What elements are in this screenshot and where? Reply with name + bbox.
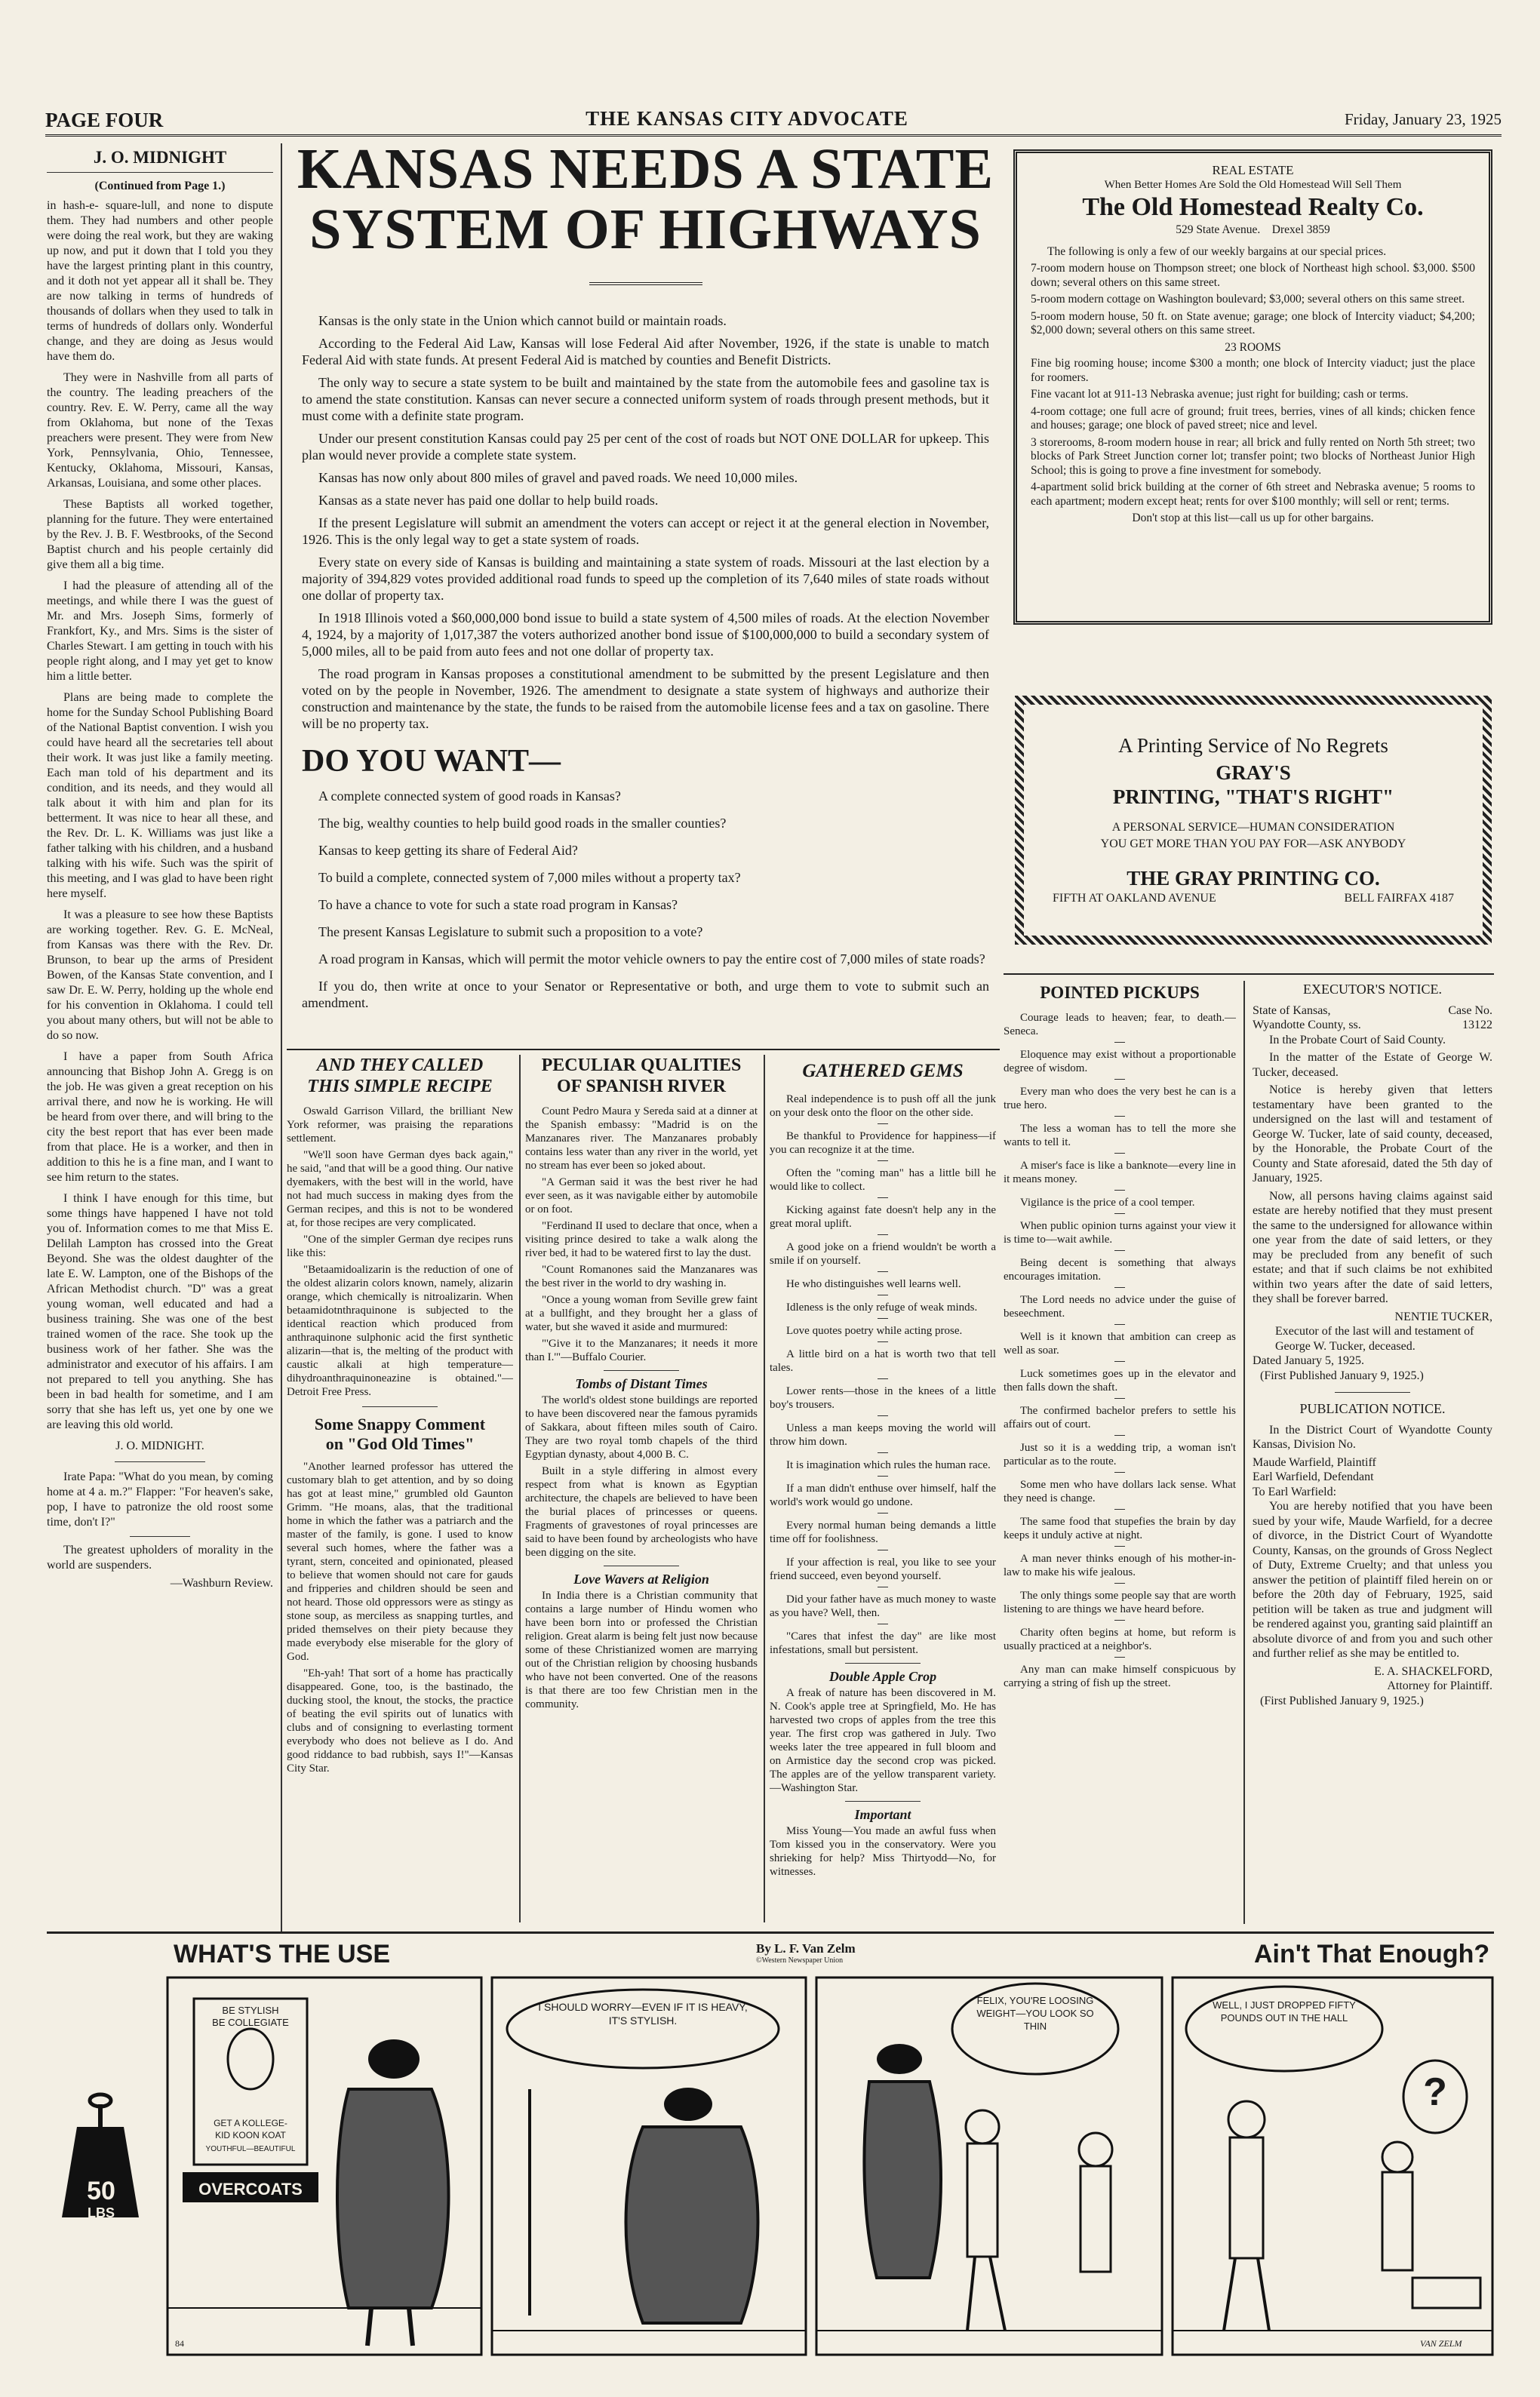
printing-ad [1015,696,1492,945]
love-para-1: In India there is a Christian community that contains a large number of Hindu women who have been born into or professed the Christian religion. Great alarm is being felt just now because some of these Christianized women are marrying out of the Christian religion by choosing husbands who have not been converted. One of the reasons is that there are too few Christian men in the community. [525,1590,758,1710]
middle-section-rule [287,1049,1000,1050]
publication-title: PUBLICATION NOTICE. [1299,1401,1446,1416]
comic-art [47,1976,1494,2359]
executor-title: EXECUTOR'S NOTICE. [1303,982,1442,997]
item-separator [1114,1361,1125,1362]
question-7: A road program in Kansas, which will permit the motor vehicle owners to pay the entire cost of 7,000 miles of state roads? [318,951,985,966]
gems-column [770,1055,996,1926]
listing-1: 7-room modern house on Thompson street; one block of Northeast high school. $3,000. $500 down; several others on this same street. [1031,262,1475,289]
midnight-para-2: They were in Nashville from all parts of the country. The leading preachers of the country. Rev. E. W. Perry, came all the way from Oklahoma, but none of the Texas preachers were present. They were from New York, Pennsylvania, Ohio, Tennessee, Kentucky, Oklahoma, Missouri, Kansas, Arkansas, Louisiana, and some other places. [47,371,273,490]
midnight-para-1: in hash-e- square-lull, and none to dispute them. They had numbers and other people were doing the real work, but they are waking up now, and put it down that I told you they have the largest printing plant in this country, and it doth not yet appear all it shall be. They are now talking in terms of hundreds of thousands of dollars when they used to talk in terms of hundreds of dollars only. Wonderful change, and they are doing as Jesus would have them do. [47,199,273,363]
weight-number: 50 [87,2177,115,2205]
poster-line-3: GET A KOLLEGE- [214,2118,287,2128]
executor-case-number: 13122 [1462,1019,1492,1031]
column-divider [1243,981,1245,1924]
snappy-title-2: on "God Old Times" [325,1434,475,1453]
divider [845,1663,921,1664]
executor-state: State of Kansas, [1253,1003,1331,1017]
pickup-item: The confirmed bachelor prefers to settle his affairs out of court. [1004,1405,1236,1431]
pickup-item: Vigilance is the price of a cool temper. [1020,1197,1195,1209]
weight-unit: LBS [88,2205,115,2220]
pickups-list [1004,1011,1236,1690]
gem-item: If a man didn't enthuse over himself, half the world's work would go undone. [770,1483,996,1508]
joke-suspenders: The greatest upholders of morality in the world are suspenders. [47,1544,273,1572]
highways-para-4: Under our present constitution Kansas could pay 25 per cent of the cost of roads but NOT ONE DOLLAR for upkeep. This plan would never provide a complete state system. [302,431,989,462]
item-separator [1114,1546,1125,1547]
midnight-signature: J. O. MIDNIGHT. [115,1440,204,1452]
item-separator [878,1197,888,1198]
recipe-para-3: "One of the simpler German dye recipes runs like this: [287,1234,513,1259]
panel-1-art [168,1999,481,2346]
item-separator [1114,1583,1125,1584]
spanish-para-4: "Count Romanones said the Manzanares was the best river in the world to dry washing in. [525,1264,758,1289]
tombs-para-2: Built in a style differing in almost every respect from what is known as Egyptian architecture, the chapels are believed to have been the burial places of princesses or queens. Fragments of gravestones of royal princesses are said to have been found by archeologists who have been digging on the site. [525,1465,758,1559]
question-4: To build a complete, connected system of 7,000 miles without a property tax? [318,870,741,885]
question-1: A complete connected system of good roads in Kansas? [318,788,621,804]
midnight-para-8: I think I have enough for this time, but some things have happened I have not told you of. Information comes to me that Miss E. Delilah Lampton has crossed into the Great Beyond. She was the oldest daughter of the late E. W. Lampton, one of the Bishops of the African Methodist church. "D" was a great young woman, well educated and had a business training. She was one of the best trained women of the race. She took up the business work of her father. She was the administrator and executor of his affairs. I am not prepared to tell you anything. She has been in bad health for sometime, and I am sorry that she has left us, yet one by one we are leaving this old world. [47,1192,273,1431]
right-section-rule [1004,973,1494,975]
spanish-para-5: "Once a young woman from Seville grew faint at a bullfight, and they brought her a glass of water, but she waved it aside and murmured: [525,1294,758,1333]
realestate-intro: The following is only a few of our weekly bargains at our special prices. [1047,244,1387,258]
item-separator [1114,1116,1125,1117]
important-para: Miss Young—You made an awful fuss when Tom kissed you in the conservatory. Were you shrieking for help? Miss Thirtyodd—No, for witnesses. [770,1825,996,1878]
item-separator [1114,1250,1125,1251]
listing-5: Fine vacant lot at 911-13 Nebraska avenue; just right for building; cash or terms. [1031,388,1409,401]
pickup-item: The same food that stupefies the brain by day keeps it unduly active at night. [1004,1516,1236,1541]
executor-matter: In the matter of the Estate of George W. Tucker, deceased. [1253,1051,1492,1079]
item-separator [1114,1509,1125,1510]
highways-para-5: Kansas has now only about 800 miles of gravel and paved roads. We need 10,000 miles. [318,470,798,485]
printing-phone: BELL FAIRFAX 4187 [1344,892,1454,905]
publication-signer-role: Attorney for Plaintiff. [1387,1679,1492,1692]
poster-line-4: KID KOON KOAT [215,2130,286,2140]
recipe-title-2: THIS SIMPLE RECIPE [307,1077,493,1096]
pickup-item: The less a woman has to tell the more she wants to tell it. [1004,1123,1236,1148]
gems-title: GATHERED GEMS [802,1061,964,1081]
important-title: Important [854,1807,911,1822]
gem-item: If your affection is real, you like to see your friend succeed, even beyond yourself. [770,1557,996,1582]
highways-headline-1: KANSAS NEEDS A STATE [297,137,994,201]
comic-byline: By L. F. Van Zelm [756,1941,856,1956]
executor-state-row [1253,1003,1492,1019]
pickup-item: Just so it is a wedding trip, a woman isn't particular as to the route. [1004,1442,1236,1467]
executor-case-label: Case No. [1448,1003,1492,1017]
executor-county-row [1253,1018,1492,1033]
printing-line-5: YOU GET MORE THAN YOU PAY FOR—ASK ANYBODY [1100,837,1406,850]
balloon-panel-2: I SHOULD WORRY—EVEN IF IT IS HEAVY, IT'S STYLISH. [538,2001,748,2027]
pickup-item: Courage leads to heaven; fear, to death.—Seneca. [1004,1012,1236,1037]
item-separator [878,1452,888,1453]
item-separator [878,1318,888,1319]
executor-body-2: Now, all persons having claims against said estate are hereby notified that they must present the same to the undersigned for allowance within one year from the date of said letters, or they may be precluded from any benefit of such estate; and that if such claims be not exhibited within two years after the date of said letters, they shall be forever barred. [1253,1189,1492,1305]
item-separator [1114,1657,1125,1658]
gem-item: Kicking against fate doesn't help any in the great moral uplift. [770,1204,996,1230]
midnight-para-4: I had the pleasure of attending all of the meetings, and while there I was the guest of Mr. and Mrs. Joseph Sims, formerly of Frankfort, Ky., and Mrs. Sims is the sister of Charles Stewart. I am getting in touch with his people right along, and I may yet get to know him a little better. [47,579,273,683]
publication-court: In the District Court of Wyandotte County Kansas, Division No. [1253,1423,1492,1451]
publication-defendant: Earl Warfield, Defendant [1253,1470,1374,1483]
column-divider [519,1055,521,1922]
gem-item: Unless a man keeps moving the world will throw him down. [770,1422,996,1448]
crop-title: Double Apple Crop [828,1669,937,1684]
poster-line-2: BE COLLEGIATE [212,2017,289,2028]
gem-item: He who distinguishes well learns well. [786,1278,961,1290]
tombs-para-1: The world's oldest stone buildings are reported to have been discovered near the famous pyramids of Sakkara, about fifteen miles south of Cairo. They are two royal tomb chapels of the third Egyptian dynasty, about 4,000 B. C. [525,1394,758,1461]
printing-contact [1036,892,1471,905]
pickup-item: Some men who have dollars lack sense. What they need is change. [1004,1479,1236,1504]
divider [604,1370,679,1371]
poster-line-1: BE STYLISH [222,2005,279,2016]
item-separator [1114,1079,1125,1080]
realestate-subhead: 23 ROOMS [1225,340,1281,354]
recipe-para-1: Oswald Garrison Villard, the brilliant New York reformer, was praising the reparations settlement. [287,1105,513,1145]
snappy-title-1: Some Snappy Comment [314,1415,486,1434]
gem-item: Idleness is the only refuge of weak minds. [786,1301,978,1314]
item-separator [1114,1324,1125,1325]
printing-address: FIFTH AT OAKLAND AVENUE [1053,892,1216,905]
item-separator [1114,1153,1125,1154]
publication-signer: E. A. SHACKELFORD, [1374,1664,1492,1678]
joke-flapper: Irate Papa: "What do you mean, by coming home at 4 a. m.?" Flapper: "For heaven's sake, pop, I have to patronize the old roost some time, don't I?" [47,1470,273,1529]
spanish-title-2: OF SPANISH RIVER [556,1077,727,1096]
do-you-want-heading: DO YOU WANT— [302,744,561,779]
gem-item: It is imagination which rules the human race. [786,1459,991,1471]
comic-syndicate: ©Western Newspaper Union [756,1956,844,1965]
item-separator [1114,1190,1125,1191]
midnight-para-7: I have a paper from South Africa announcing that Bishop John A. Gregg is on the job. He was given a great reception on his arrival there, and now he is working. He will be heard from over there, and will bring to the city the best report that has ever been made from that place. He is a worker, and then in addition to this he is a fine man, and I want to see him return to the states. [47,1050,273,1184]
highways-para-3: The only way to secure a state system to be built and maintained by the state from the automobile fees and gasoline tax is to amend the state constitution. Kansas can never secure a connected uniform system of roads through present methods, but it must come with a definite state program. [302,375,989,423]
panel-4-art [1173,1987,1492,2331]
recipe-para-2: "We'll soon have German dyes back again," he said, "and that will be a good thing. Our native dyemakers, with the best will in the world, have not had much success in making dyes from the German recipes, and this is not to be wondered at, for those recipes are very complicated. [287,1149,513,1229]
highways-article [293,136,998,1041]
midnight-para-6: It was a pleasure to see how these Baptists are working together. Rev. G. E. McNeal, from Kansas was there with the Rev. Dr. Brunson, to bear up the arms of President Bowen, of the Kansas State convention, and I saw Dr. E. W. Perry, holding up the whole end for his convention in Oklahoma. I could tell you about many others, but will not be able to do so now. [47,908,273,1042]
question-mark: ? [1423,2070,1447,2114]
highways-para-9: In 1918 Illinois voted a $60,000,000 bond issue to build a state system of 4,500 miles of roads. At the election November 4, 1924, by a majority of 1,017,387 the voters authorized another bond issue of $100,000,000 to build a secondary system of 5,000 miles, all to be paid from auto fees and not one dollar of property tax. [302,610,989,659]
realestate-footer: Don't stop at this list—call us up for other bargains. [1132,512,1374,524]
column-divider [764,1055,765,1922]
printing-line-2: GRAY'S [1216,761,1291,784]
listing-4: Fine big rooming house; income $300 a month; one block of Intercity viaduct; just the place for roomers. [1031,357,1475,384]
spanish-title-1: PECULIAR QUALITIES [541,1056,742,1075]
highways-body [293,312,998,1011]
issue-date: Friday, January 23, 1925 [1344,110,1502,128]
item-separator [1114,1398,1125,1399]
item-separator [878,1415,888,1416]
pickup-item: Eloquence may exist without a proportionable degree of wisdom. [1004,1049,1236,1074]
balloon-panel-4: WELL, I JUST DROPPED FIFTY POUNDS OUT IN THE HALL [1213,1999,1356,2024]
paper-title: THE KANSAS CITY ADVOCATE [586,107,908,130]
gem-item: Be thankful to Providence for happiness—if you can recognize it at the time. [770,1130,996,1156]
item-separator [878,1378,888,1379]
highways-para-6: Kansas as a state never has paid one dollar to help build roads. [318,493,659,508]
overcoats-sign: OVERCOATS [198,2180,303,2199]
divider [362,1406,438,1407]
panel-3-art [816,1984,1162,2331]
question-6: The present Kansas Legislature to submit such a proposition to a vote? [318,924,703,939]
gems-list [770,1092,996,1657]
question-5: To have a chance to vote for such a state road program in Kansas? [318,897,678,912]
snappy-para-1: "Another learned professor has uttered the customary blah to get attention, and by so doing has got at least mine," grumbled old Gaunton Grimm. "He moans, alas, that the traditional home in which the father was a patriarch and the master of the family, is gone. I used to know several such homes, where the father was a tyrant, stern, conceited and opinionated, pleased to believe that women should not care for gauds and fripperies and children should be seen and not heard. Those old oppressors were as stingy as stone soup, as merciless as snapping turtles, and prided themselves on their piety because they made everybody else miserable for the glory of God. [287,1461,513,1663]
pickup-item: The Lord needs no advice under the guise of beseechment. [1004,1294,1236,1320]
spanish-para-6: "'Give it to the Manzanares; it needs it more than I.'"—Buffalo Courier. [525,1338,758,1363]
recipe-para-4: "Betaamidoalizarin is the reduction of one of the oldest alizarin colors known, namely, alizarin orange, which chemically is nitroalizarin. When betaamidotnthraquinone is subjected to the identical reaction which produced from anthraquinone sulphonic acid the first synthetic alizarin—that is, the melting of the product with caustic alkali at high temperature—dihydroanthraquinoneazine is obtained."—Detroit Free Press. [287,1264,513,1398]
realestate-label: REAL ESTATE [1212,163,1294,177]
publication-body: You are hereby notified that you have been sued by your wife, Maude Warfield, for a decree of divorce, in the District Court of Wyandotte County, Kansas, on the grounds of Gross Neglect of Duty, Extreme Cruelty; and that unless you answer the petition of plaintiff filed herein on or before the 20th day of February, 1925, said petition will be taken as true and judgment will be rendered against you, granting said plaintiff an absolute divorce of and from you and such other and further relief as she may be entitled to. [1253,1500,1492,1660]
page-number: PAGE FOUR [45,109,164,131]
executor-county: Wyandotte County, ss. [1253,1019,1361,1031]
comic-title: WHAT'S THE USE [174,1940,391,1968]
printing-line-3: PRINTING, "THAT'S RIGHT" [1112,785,1394,808]
highways-para-2: According to the Federal Aid Law, Kansas will lose Federal Aid after November, 1926, if the state is unable to match Federal Aid with state funds. At present Federal Aid is matched by counties and Benefit Districts. [302,336,989,367]
printing-line-4: A PERSONAL SERVICE—HUMAN CONSIDERATION [1111,821,1395,834]
divider [115,1461,205,1462]
realestate-company: The Old Homestead Realty Co. [1082,193,1424,221]
pickup-item: Every man who does the very best he can is a true hero. [1004,1086,1236,1111]
joke-credit: —Washburn Review. [170,1577,273,1590]
panel-2-art [492,1990,806,2331]
listing-2: 5-room modern cottage on Washington boulevard; $3,000; several others on this same street. [1031,293,1465,306]
heading-rule [47,172,273,173]
gem-item: A little bird on a hat is worth two that tell tales. [770,1348,996,1374]
realestate-tagline: When Better Homes Are Sold the Old Homestead Will Sell Them [1104,178,1402,191]
comic-title-right: Ain't That Enough? [1254,1940,1490,1968]
panel-number: 84 [175,2338,184,2349]
column-divider [281,143,282,1931]
realestate-ad [1013,149,1492,625]
item-separator [878,1123,888,1124]
divider [845,1801,921,1802]
highways-para-10: The road program in Kansas proposes a constitutional amendment to be submitted by the present Legislature and then voted on by the people in November, 1926. The amendment to designate a state system of highways and authorize their construction and maintenance by the state, the funds to be raised from the automobile license fees and a tax on gasoline. There will be no property tax. [302,666,989,731]
item-separator [1114,1435,1125,1436]
item-separator [1114,1042,1125,1043]
listing-3: 5-room modern house, 50 ft. on State avenue; garage; one block of Intercity viaduct; $4,200; $2,000 down; several others on this same street. [1031,309,1475,337]
highways-closing: If you do, then write at once to your Senator or Representative or both, and urge them to vote to submit such an amendment. [302,979,989,1010]
midnight-para-5: Plans are being made to complete the home for the Sunday School Publishing Board of the National Baptist convention. I wish you could have heard all the secretaries tell about their work. It was just like a family meeting. Each man told of his department and its condition, and its needs, and they would all talk about it with him and plan for its betterment. It was nice to hear all these, and the Rev. Dr. L. K. Williams was just like a father talking with his children, and a husband talking with his wife. Such was the spirit of this meeting, and I was glad to have been right here myself. [47,691,273,900]
publication-published: (First Published January 9, 1925.) [1260,1694,1424,1707]
gem-item: Love quotes poetry while acting prose. [786,1325,963,1337]
headline-rule [589,282,702,285]
item-separator [1114,1287,1125,1288]
divider [130,1536,190,1537]
realestate-address: 529 State Avenue. Drexel 3859 [1176,223,1330,236]
item-separator [1114,1472,1125,1473]
legal-notices [1253,982,1492,1925]
recipe-column [287,1055,513,1926]
item-separator [1114,1213,1125,1214]
comic-strip [47,1931,1494,2362]
listing-7: 3 storerooms, 8-room modern house in rear; all brick and fully rented on North 5th street; two blocks of Park Street Junction corner lot; transfer point; two blocks of Northeast Junior High School; this is going to prove a fine investment for somebody. [1031,435,1475,477]
highways-para-7: If the present Legislature will submit an amendment the voters can accept or reject it at the general election in November, 1926. This is the only legal way to get a state system of roads. [302,515,989,547]
pickup-item: A man never thinks enough of his mother-in-law to make his wife jealous. [1004,1553,1236,1578]
highways-para-1: Kansas is the only state in the Union which cannot build or maintain roads. [318,313,727,328]
recipe-title-1: AND THEY CALLED [316,1056,484,1075]
executor-published: (First Published January 9, 1925.) [1260,1369,1424,1382]
pointed-pickups [1004,982,1236,1925]
pickups-title: POINTED PICKUPS [1040,983,1200,1002]
executor-signer-role: Executor of the last will and testament of George W. Tucker, deceased. [1275,1325,1474,1353]
gem-item: Every normal human being demands a little time off for foolishness. [770,1520,996,1545]
highways-headline-2: SYSTEM OF HIGHWAYS [309,198,982,261]
snappy-para-2: "Eh-yah! That sort of a home has practically disappeared. Gone, too, is the bastinado, the ducking stool, the knout, the stocks, the practice of beating the evil spirits out of lunatics with clubs and of consigning to everlasting torment everybody who does not believe as I do. And good riddance to bad rubbish, says I!"—Kansas City Star. [287,1667,513,1775]
gem-item: Often the "coming man" has a little bill he would like to collect. [770,1167,996,1193]
printing-company: THE GRAY PRINTING CO. [1127,867,1380,890]
highways-para-8: Every state on every side of Kansas is building and maintaining a state system of roads. Missouri at the last election by a majority of 394,829 votes provided additional road funds to speed up the completion of its 7,640 miles of state roads without one dollar of property tax. [302,555,989,603]
executor-court: In the Probate Court of Said County. [1269,1033,1446,1046]
tombs-title: Tombs of Distant Times [575,1376,708,1391]
pickup-item: Luck sometimes goes up in the elevator and then falls down the shaft. [1004,1368,1236,1394]
column-heading: J. O. MIDNIGHT [93,148,227,167]
listing-6: 4-room cottage; one full acre of ground; fruit trees, berries, vines of all kinds; chicken fence and houses; garage; one block of paved street; nice and level. [1031,404,1475,432]
pickup-item: Charity often begins at home, but reform is usually practiced at a neighbor's. [1004,1627,1236,1652]
executor-signer: NENTIE TUCKER, [1394,1310,1492,1323]
pickup-item: A miser's face is like a banknote—every line in it means money. [1004,1160,1236,1185]
printing-line-1: A Printing Service of No Regrets [1118,734,1388,757]
gem-item: A good joke on a friend wouldn't be worth a smile if on yourself. [770,1241,996,1267]
gem-item: Real independence is to push off all the junk on your desk onto the floor on the other side. [770,1093,996,1119]
item-separator [878,1476,888,1477]
spanish-para-3: "Ferdinand II used to declare that once, when a visiting prince desired to take a walk along the river bed, it had to be watered first to lay the dust. [525,1220,758,1259]
item-separator [878,1341,888,1342]
divider [1335,1392,1410,1393]
item-separator [878,1160,888,1161]
listing-8: 4-apartment solid brick building at the corner of 6th street and Nebraska avenue; 5 rooms to each apartment; modern except heat; rents for over $100 monthly; will sell or rent; terms. [1031,481,1475,508]
pickup-item: The only things some people say that are worth listening to are things we have heard before. [1004,1590,1236,1615]
item-separator [878,1234,888,1235]
continued-note: (Continued from Page 1.) [94,180,226,192]
balloon-panel-3: FELIX, YOU'RE LOOSING WEIGHT—YOU LOOK SO THIN [976,1995,1094,2032]
pickup-item: Being decent is something that always encourages imitation. [1004,1257,1236,1283]
gem-item: Did your father have as much money to waste as you have? Well, then. [770,1593,996,1619]
spanish-column [525,1055,758,1926]
publication-to: To Earl Warfield: [1253,1485,1337,1498]
executor-dated: Dated January 5, 1925. [1253,1354,1364,1367]
publication-plaintiff: Maude Warfield, Plaintiff [1253,1455,1376,1469]
artist-signature: VAN ZELM [1420,2338,1462,2349]
love-title: Love Wavers at Religion [573,1572,709,1587]
spanish-para-2: "A German said it was the best river he had ever seen, as it was navigable either by automobile or on foot. [525,1176,758,1215]
question-2: The big, wealthy counties to help build good roads in the smaller counties? [318,816,727,831]
crop-para: A freak of nature has been discovered in M. N. Cook's apple tree at Springfield, Mo. He has harvested two crops of apples from the tree this year. The first crop was gathered in July. Two weeks later the tree appeared in full bloom and on Armistice day the second crop was picked. The apples are of the yellow transparent variety. —Washington Star. [770,1687,996,1794]
item-separator [1114,1620,1125,1621]
pickup-item: When public opinion turns against your view it is time to—wait awhile. [1004,1220,1236,1246]
gem-item: Lower rents—those in the knees of a little boy's trousers. [770,1385,996,1411]
poster-line-5: YOUTHFUL—BEAUTIFUL [205,2145,296,2153]
gem-item: "Cares that infest the day" are like most infestations, small but persistent. [770,1630,996,1656]
column-midnight [47,143,273,1924]
item-separator [878,1271,888,1272]
pickup-item: Well is it known that ambition can creep as well as soar. [1004,1331,1236,1357]
pickup-item: Any man can make himself conspicuous by carrying a string of fish up the street. [1004,1664,1236,1689]
question-3: Kansas to keep getting its share of Federal Aid? [318,843,578,858]
midnight-para-3: These Baptists all worked together, planning for the future. They were entertained by the Rev. J. B. F. Westbrooks, of the Second Baptist church and his people certainly did give them all a big time. [47,498,273,571]
executor-body-1: Notice is hereby given that letters testamentary have been granted to the undersigned on the last will and testament of George W. Tucker, late of said county, deceased, by the Honorable, the Probate Court of the County and State aforesaid, dated the 5th day of January, 1925. [1253,1083,1492,1185]
printing-ad-inner [1036,714,1471,927]
spanish-para-1: Count Pedro Maura y Sereda said at a dinner at the Spanish embassy: "Madrid is on the Manzanares river. The Manzanares probably contains less water than any river in the world, yet no stream has ever been so joked about. [525,1105,758,1172]
